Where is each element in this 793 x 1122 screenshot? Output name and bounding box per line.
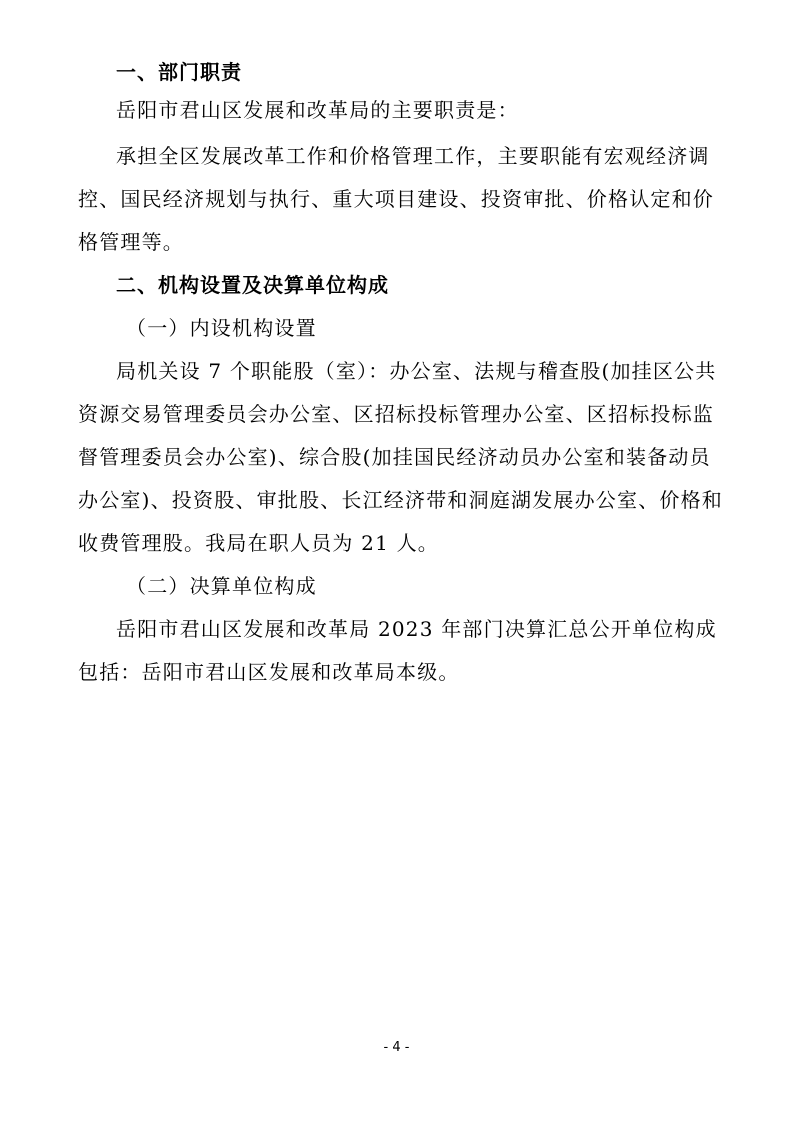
section2-sub1-para-line-5: 收费管理股。我局在职人员为 21 人。 bbox=[78, 531, 439, 555]
section2-sub1-para-line-2: 资源交易管理委员会办公室、区招标投标管理办公室、区招标投标监 bbox=[78, 402, 714, 426]
section2-sub2-para-line-1: 岳阳市君山区发展和改革局 2023 年部门决算汇总公开单位构成 bbox=[116, 617, 717, 641]
section2-sub2-para-line-2: 包括：岳阳市君山区发展和改革局本级。 bbox=[78, 660, 460, 684]
section1-heading: 一、部门职责 bbox=[116, 60, 242, 84]
section1-intro: 岳阳市君山区发展和改革局的主要职责是： bbox=[116, 98, 519, 122]
section2-heading: 二、机构设置及决算单位构成 bbox=[116, 273, 389, 297]
section2-sub2-heading: （二）决算单位构成 bbox=[126, 574, 317, 598]
section1-para-line-1: 承担全区发展改革工作和价格管理工作，主要职能有宏观经济调 bbox=[116, 144, 710, 168]
section2-sub1-heading: （一）内设机构设置 bbox=[126, 316, 317, 340]
section2-sub1-para-line-1: 局机关设 7 个职能股（室）：办公室、法规与稽查股(加挂区公共 bbox=[116, 359, 717, 383]
section1-para-line-3: 格管理等。 bbox=[78, 230, 184, 254]
section2-sub1-para-line-4: 办公室)、投资股、审批股、长江经济带和洞庭湖发展办公室、价格和 bbox=[78, 488, 724, 512]
section2-sub1-para-line-3: 督管理委员会办公室)、综合股(加挂国民经济动员办公室和装备动员 bbox=[78, 445, 711, 469]
page-number: - 4 - bbox=[383, 1040, 410, 1055]
section1-para-line-2: 控、国民经济规划与执行、重大项目建设、投资审批、价格认定和价 bbox=[78, 187, 714, 211]
